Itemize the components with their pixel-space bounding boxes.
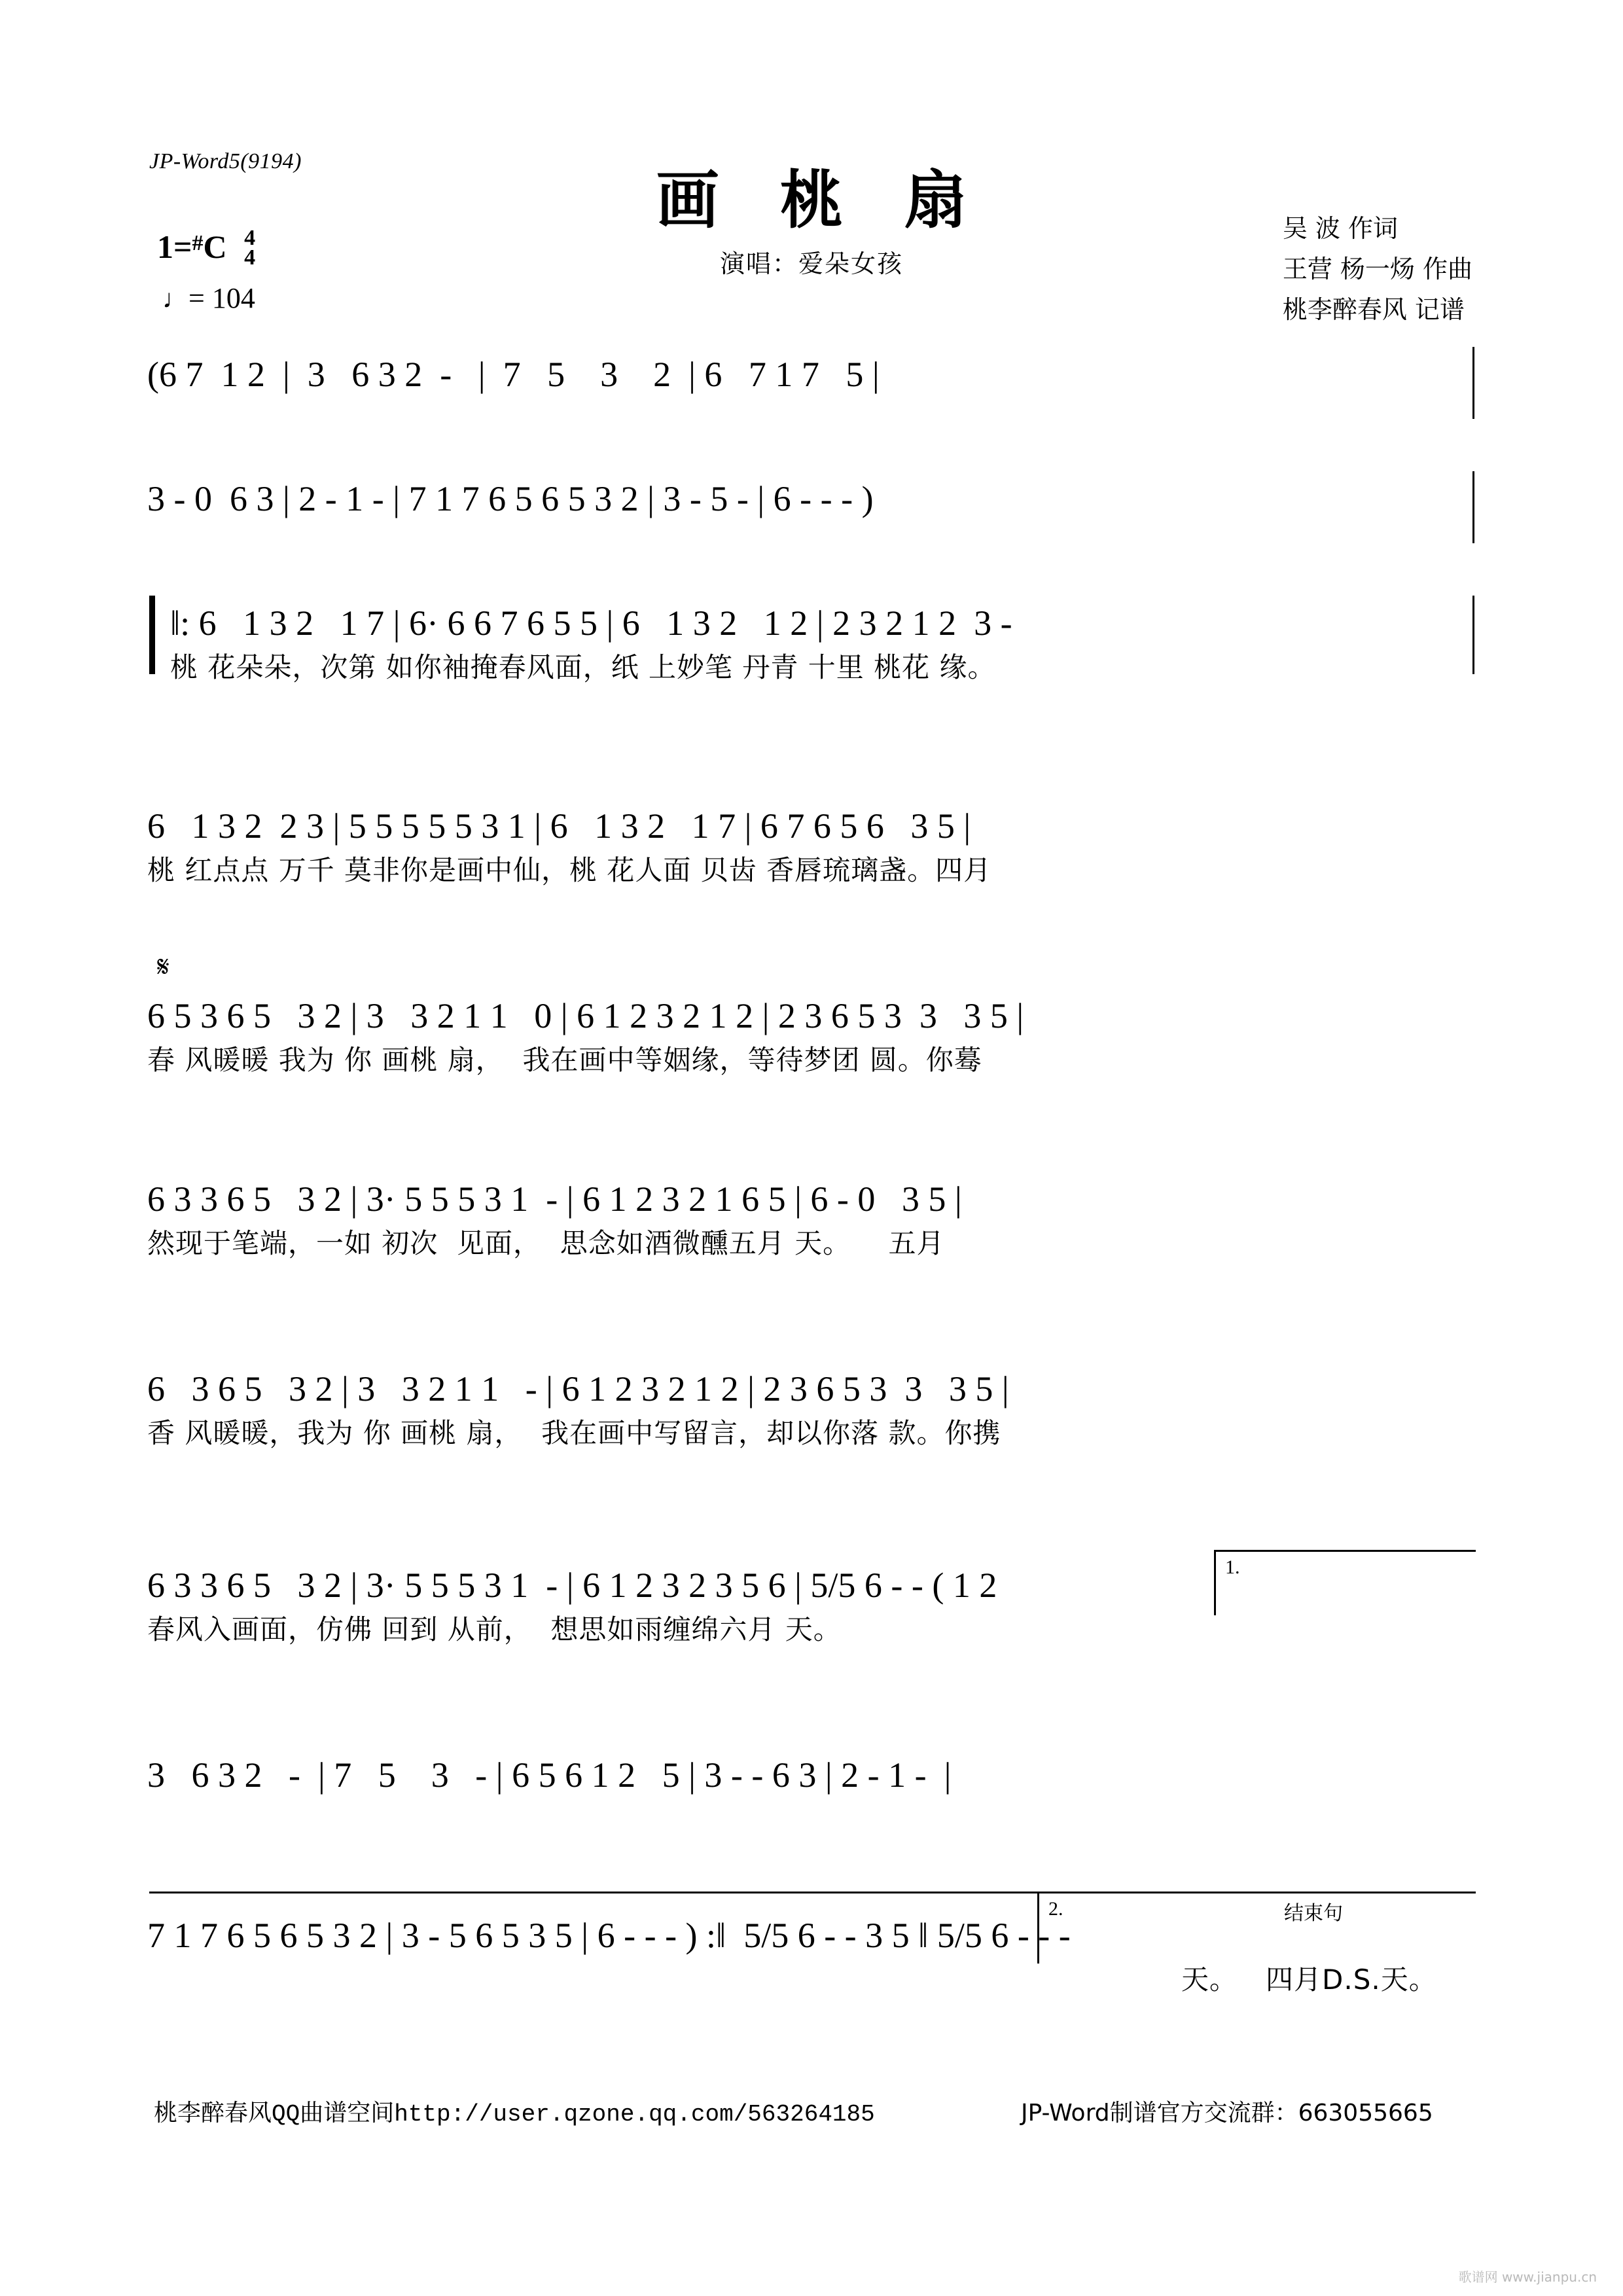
lyrics-line: 桃 红点点 万千 莫非你是画中仙，桃 花人面 贝齿 香唇琉璃盏。四月 — [147, 854, 992, 886]
key-signature — [157, 228, 255, 268]
first-ending-label: 1. — [1225, 1556, 1240, 1578]
notation-line: (6 7 1 2 | 3 6 3 2 - | 7 5 3 2 | 6 7 1 7 5 | — [147, 355, 880, 394]
barline — [1472, 596, 1474, 674]
time-signature-numerator: 4 — [244, 226, 256, 250]
time-signature — [244, 228, 255, 268]
system-verse-1a — [170, 602, 1476, 686]
barline — [1472, 471, 1474, 543]
second-ending-label: 2. — [1048, 1898, 1063, 1920]
sharp-icon: # — [192, 231, 204, 255]
footer-right-text: JP-Word制谱官方交流群：663055665 — [1021, 2100, 1433, 2126]
system-coda — [147, 1914, 1476, 1998]
system-intro-2 — [147, 478, 1476, 520]
second-ending-bracket-top — [149, 1892, 1476, 1893]
lyrics-line: 春 风暖暖 我为 你 画桃 扇， 我在画中等姻缘，等待梦团 圆。你蓦 — [147, 1044, 982, 1076]
tempo-marking — [162, 281, 255, 315]
coda-label: 结束句 — [1284, 1902, 1343, 1925]
system-chorus-2a — [147, 1368, 1476, 1452]
key-letter: C — [203, 228, 227, 265]
system-chorus-2b — [147, 1564, 1476, 1648]
tempo-value: = 104 — [188, 282, 255, 314]
system-interlude — [147, 1754, 1476, 1796]
credit-line-3: 桃李醉春风 记谱 — [1282, 295, 1465, 324]
system-verse-1b — [147, 805, 1476, 889]
credits-block — [1283, 208, 1472, 330]
quarter-note-icon: ♩ — [162, 284, 188, 314]
notation-line: 6 3 3 6 5 3 2 | 3· 5 5 5 3 1 - | 6 1 2 3 2 1 6 5 | 6 - 0 3 5 | — [147, 1179, 962, 1219]
barline — [1472, 347, 1474, 419]
lyrics-line: 桃 花朵朵，次第 如你袖掩春风面，纸 上妙笔 丹青 十里 桃花 缘。 — [170, 651, 996, 683]
notation-line: ‖: 6 1 3 2 1 7 | 6· 6 6 7 6 5 5 | 6 1 3 2 1 2 | 2 3 2 1 2 3 - — [170, 603, 1012, 643]
jp-word-tag: JP-Word5(9194) — [149, 149, 302, 173]
lyrics-line: 香 风暖暖，我为 你 画桃 扇， 我在画中写留言，却以你落 款。你携 — [147, 1417, 1001, 1449]
credit-line-1: 吴 波 作词 — [1282, 214, 1398, 243]
notation-line: 6 5 3 6 5 3 2 | 3 3 2 1 1 0 | 6 1 2 3 2 1 2 | 2 3 6 5 3 3 3 5 | — [147, 996, 1024, 1035]
segno-icon: 𝄋 — [157, 950, 169, 984]
footer-left-text: 桃李醉春风QQ曲谱空间http://user.qzone.qq.com/563264185 — [154, 2101, 875, 2128]
repeat-start-thick-bar — [149, 596, 155, 674]
notation-line: 6 1 3 2 2 3 | 5 5 5 5 5 3 1 | 6 1 3 2 1 7 | 6 7 6 5 6 3 5 | — [147, 806, 971, 846]
notation-line: 3 6 3 2 - | 7 5 3 - | 6 5 6 1 2 5 | 3 - - 6 3 | 2 - 1 - | — [147, 1755, 952, 1795]
time-signature-denominator: 4 — [244, 245, 256, 270]
lyrics-line: 然现于笔端，一如 初次 见面， 思念如酒微醺五月 天。 五月 — [147, 1227, 945, 1259]
system-intro-1 — [147, 353, 1476, 395]
notation-line: 6 3 3 6 5 3 2 | 3· 5 5 5 3 1 - | 6 1 2 3 2 3 5 6 | 5/5 6 - - ( 1 2 — [147, 1566, 997, 1605]
key-signature-text: 1= — [157, 228, 192, 265]
watermark-text: 歌谱网 www.jianpu.cn — [1458, 2269, 1597, 2285]
singer-label: 演唱：爱朵女孩 — [719, 249, 903, 278]
credit-line-2: 王营 杨一炀 作曲 — [1282, 255, 1472, 283]
notation-line: 3 - 0 6 3 | 2 - 1 - | 7 1 7 6 5 6 5 3 2 | 3 - 5 - | 6 - - - ) — [147, 479, 874, 518]
system-chorus-1b — [147, 1178, 1476, 1262]
notation-line: 7 1 7 6 5 6 5 3 2 | 3 - 5 6 5 3 5 | 6 - - - ) :‖ 5/5 6 - - 3 5 ‖ 5/5 6 - - - — [147, 1916, 1071, 1955]
page-title: 画 桃 扇 — [656, 164, 987, 237]
system-chorus-1a — [147, 995, 1476, 1079]
lyrics-line: 天。 四月D.S.天。 — [1181, 1964, 1437, 1996]
lyrics-line: 春风入画面，仿佛 回到 从前， 想思如雨缠绵六月 天。 — [147, 1613, 842, 1645]
first-ending-bracket-top — [1214, 1550, 1476, 1552]
notation-line: 6 3 6 5 3 2 | 3 3 2 1 1 - | 6 1 2 3 2 1 2 | 2 3 6 5 3 3 3 5 | — [147, 1369, 1009, 1408]
